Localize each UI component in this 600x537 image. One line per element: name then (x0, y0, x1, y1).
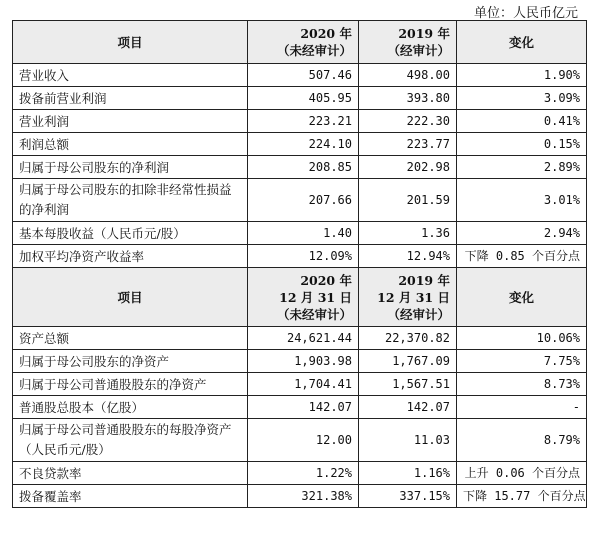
row-value-2020: 405.95 (248, 87, 359, 110)
row-value-2020: 1,903.98 (248, 350, 359, 373)
row-value-2019: 11.03 (359, 419, 457, 462)
row-value-2020: 24,621.44 (248, 327, 359, 350)
row-label: 归属于母公司普通股股东的净资产 (13, 373, 248, 396)
table-row (13, 373, 587, 396)
row-label: 拨备覆盖率 (13, 485, 248, 508)
row-value-2019: 1.36 (359, 222, 457, 245)
table-row (13, 419, 587, 462)
header-2020-day: 12 月 31 日 (279, 289, 352, 305)
table-row (13, 87, 587, 110)
table-row (13, 110, 587, 133)
row-value-2020: 12.00 (248, 419, 359, 462)
row-label: 利润总额 (13, 133, 248, 156)
row-change: 1.90% (457, 64, 587, 87)
row-value-2019: 393.80 (359, 87, 457, 110)
table-row (13, 396, 587, 419)
row-value-2020: 224.10 (248, 133, 359, 156)
table-row (13, 485, 587, 508)
header-2020-date (248, 268, 359, 327)
row-change: 0.41% (457, 110, 587, 133)
row-change: 上升 0.06 个百分点 (457, 462, 587, 485)
header-2020 (248, 21, 359, 64)
row-value-2019: 202.98 (359, 156, 457, 179)
row-change: 8.79% (457, 419, 587, 462)
row-value-2020: 142.07 (248, 396, 359, 419)
table-row (13, 156, 587, 179)
row-label: 归属于母公司股东的净资产 (13, 350, 248, 373)
header-item: 项目 (13, 268, 248, 327)
row-value-2020: 223.21 (248, 110, 359, 133)
table-row (13, 64, 587, 87)
row-change: 3.01% (457, 179, 587, 222)
row-change: 下降 15.77 个百分点 (457, 485, 587, 508)
table-row (13, 245, 587, 268)
row-change: 下降 0.85 个百分点 (457, 245, 587, 268)
row-label: 归属于母公司普通股股东的每股净资产（人民币元/股） (13, 419, 248, 462)
header-change: 变化 (457, 21, 587, 64)
header-change: 变化 (457, 268, 587, 327)
row-label: 拨备前营业利润 (13, 87, 248, 110)
row-value-2020: 207.66 (248, 179, 359, 222)
row-value-2020: 1,704.41 (248, 373, 359, 396)
row-change: 0.15% (457, 133, 587, 156)
row-value-2019: 22,370.82 (359, 327, 457, 350)
row-label: 不良贷款率 (13, 462, 248, 485)
row-value-2020: 12.09% (248, 245, 359, 268)
row-change: 8.73% (457, 373, 587, 396)
header-2019-year: 2019 年 (398, 272, 450, 288)
header-2020-year: 2020 年 (300, 26, 352, 41)
row-value-2020: 507.46 (248, 64, 359, 87)
header-2019-year: 2019 年 (398, 26, 450, 41)
header-2019-date (359, 268, 457, 327)
header-2020-note: （未经审计） (276, 43, 352, 58)
row-label: 普通股总股本（亿股） (13, 396, 248, 419)
row-value-2019: 498.00 (359, 64, 457, 87)
row-change: - (457, 396, 587, 419)
header-2019-note: （经审计） (387, 306, 450, 322)
row-label: 归属于母公司股东的净利润 (13, 156, 248, 179)
header-2019-day: 12 月 31 日 (377, 289, 450, 305)
row-change: 7.75% (457, 350, 587, 373)
financial-summary-table (12, 20, 587, 508)
header-item: 项目 (13, 21, 248, 64)
row-value-2020: 1.40 (248, 222, 359, 245)
table-header-balance (13, 268, 587, 327)
header-2019-note: （经审计） (387, 43, 450, 58)
row-value-2020: 208.85 (248, 156, 359, 179)
table-row (13, 179, 587, 222)
header-2020-year: 2020 年 (300, 272, 352, 288)
row-value-2019: 201.59 (359, 179, 457, 222)
row-label: 营业收入 (13, 64, 248, 87)
table-row (13, 462, 587, 485)
row-label: 基本每股收益（人民币元/股） (13, 222, 248, 245)
table-row (13, 327, 587, 350)
row-label: 归属于母公司股东的扣除非经常性损益的净利润 (13, 179, 248, 222)
row-label: 营业利润 (13, 110, 248, 133)
row-change: 2.94% (457, 222, 587, 245)
row-value-2020: 321.38% (248, 485, 359, 508)
header-2020-note: （未经审计） (276, 306, 352, 322)
row-value-2019: 337.15% (359, 485, 457, 508)
table-row (13, 133, 587, 156)
row-label: 资产总额 (13, 327, 248, 350)
unit-label: 单位：人民币亿元 (473, 6, 578, 21)
table-header-income (13, 21, 587, 64)
row-value-2020: 1.22% (248, 462, 359, 485)
header-2019 (359, 21, 457, 64)
row-change: 10.06% (457, 327, 587, 350)
row-value-2019: 1,567.51 (359, 373, 457, 396)
row-change: 2.89% (457, 156, 587, 179)
row-value-2019: 1,767.09 (359, 350, 457, 373)
row-value-2019: 142.07 (359, 396, 457, 419)
row-value-2019: 223.77 (359, 133, 457, 156)
table-row (13, 222, 587, 245)
row-value-2019: 222.30 (359, 110, 457, 133)
table-row (13, 350, 587, 373)
row-value-2019: 12.94% (359, 245, 457, 268)
row-value-2019: 1.16% (359, 462, 457, 485)
row-label: 加权平均净资产收益率 (13, 245, 248, 268)
row-change: 3.09% (457, 87, 587, 110)
